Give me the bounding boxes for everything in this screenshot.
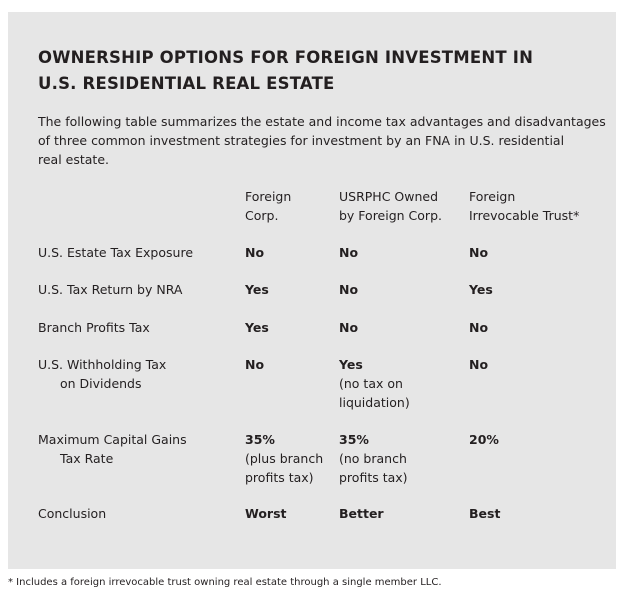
table-cell: No — [469, 320, 489, 335]
intro-line-2: of three common investment strategies for investment by an FNA in U.S. residential — [38, 133, 565, 148]
title-line-1: OWNERSHIP OPTIONS FOR FOREIGN INVESTMENT IN — [38, 48, 534, 67]
table-cell: No — [339, 282, 359, 297]
column-header-foreign-corp: Foreign Corp. — [245, 189, 292, 223]
intro-paragraph — [38, 112, 606, 169]
column-header-foreign-trust: Foreign Irrevocable Trust* — [469, 189, 580, 223]
table-cell: 20% — [469, 432, 499, 447]
table-cell: Yes (no tax on liquidation) — [339, 357, 410, 410]
row-label-branch-profits: Branch Profits Tax — [38, 320, 150, 335]
table-cell: Worst — [245, 506, 287, 521]
table-cell: 35% (plus branch profits tax) — [245, 432, 324, 485]
table-cell: Yes — [469, 282, 493, 297]
table-cell: Best — [469, 506, 501, 521]
intro-line-1: The following table summarizes the estate and income tax advantages and disadvantages — [38, 114, 606, 129]
info-panel — [8, 12, 616, 569]
table-cell: No — [469, 245, 489, 260]
column-header-usrphc: USRPHC Owned by Foreign Corp. — [339, 189, 442, 223]
row-label-estate-tax: U.S. Estate Tax Exposure — [38, 245, 194, 260]
intro-line-3: real estate. — [38, 152, 109, 167]
table-cell: Better — [339, 506, 384, 521]
table-cell: No — [339, 320, 359, 335]
table-cell: No — [469, 357, 489, 372]
table-cell: 35% (no branch profits tax) — [339, 432, 408, 485]
row-label-withholding-tax: U.S. Withholding Tax on Dividends — [38, 357, 167, 391]
row-label-conclusion: Conclusion — [38, 506, 107, 521]
title-line-2: U.S. RESIDENTIAL REAL ESTATE — [38, 74, 335, 93]
row-label-capital-gains: Maximum Capital Gains Tax Rate — [38, 432, 187, 466]
table-cell: No — [245, 357, 265, 372]
footnote: * Includes a foreign irrevocable trust owning real estate through a single member LLC. — [8, 577, 442, 588]
table-cell: No — [339, 245, 359, 260]
table-cell: No — [245, 245, 265, 260]
table-cell: Yes — [245, 320, 269, 335]
page-title — [38, 45, 598, 97]
row-label-tax-return: U.S. Tax Return by NRA — [38, 282, 183, 297]
table-cell: Yes — [245, 282, 269, 297]
